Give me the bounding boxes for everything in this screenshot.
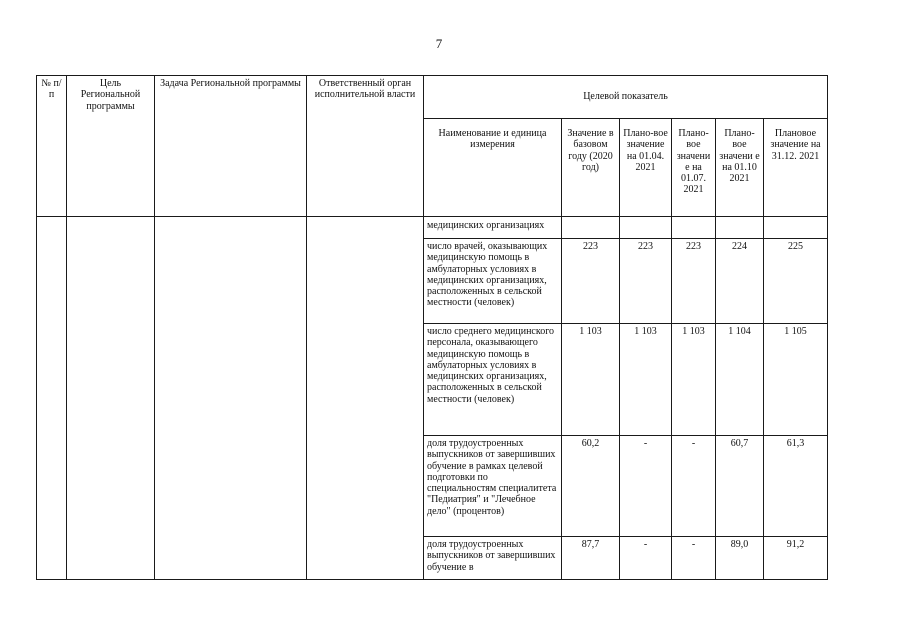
target-indicators-table	[36, 75, 828, 580]
header-task: Задача Региональной программы	[155, 76, 307, 217]
header-plan-q4: Плановое значение на 31.12. 2021	[764, 119, 828, 217]
header-plan-q1: Плано-вое значение на 01.04. 2021	[620, 119, 672, 217]
cell-plan-q1: -	[620, 537, 672, 580]
cell-plan-q4: 91,2	[764, 537, 828, 580]
cell-responsible-org	[307, 217, 424, 580]
cell-plan-q4: 1 105	[764, 324, 828, 436]
cell-indicator-name: доля трудоустроенных выпускников от завершивших обучение в рамках целевой подготовки по специальностям специалитета "Педиатрия" и "Лечебное дело" (процентов)	[424, 436, 562, 537]
cell-plan-q2: -	[672, 537, 716, 580]
cell-indicator-name: число врачей, оказывающих медицинскую помощь в амбулаторных условиях в медицинских организациях, расположенных в сельской местности (человек)	[424, 239, 562, 324]
header-row-main	[37, 76, 828, 119]
table-row	[37, 217, 828, 239]
cell-plan-q1: -	[620, 436, 672, 537]
header-target-indicator: Целевой показатель	[424, 76, 828, 119]
cell-base-value: 1 103	[562, 324, 620, 436]
cell-plan-q1: 223	[620, 239, 672, 324]
cell-plan-q4	[764, 217, 828, 239]
cell-plan-q1: 1 103	[620, 324, 672, 436]
header-num: № п/п	[37, 76, 67, 217]
header-responsible-org: Ответственный орган исполнительной власти	[307, 76, 424, 217]
header-base-value: Значение в базовом году (2020 год)	[562, 119, 620, 217]
cell-base-value: 60,2	[562, 436, 620, 537]
header-goal: Цель Региональной программы	[67, 76, 155, 217]
cell-base-value: 223	[562, 239, 620, 324]
header-plan-q3: Плано-вое значени е на 01.10 2021	[716, 119, 764, 217]
cell-base-value	[562, 217, 620, 239]
cell-plan-q1	[620, 217, 672, 239]
cell-plan-q4: 225	[764, 239, 828, 324]
cell-indicator-name: число среднего медицинского персонала, оказывающего медицинскую помощь в амбулаторных условиях в медицинских организациях, расположенных в сельской местности (человек)	[424, 324, 562, 436]
cell-indicator-name: медицинских организациях	[424, 217, 562, 239]
cell-plan-q3	[716, 217, 764, 239]
cell-plan-q3: 224	[716, 239, 764, 324]
cell-plan-q4: 61,3	[764, 436, 828, 537]
cell-base-value: 87,7	[562, 537, 620, 580]
cell-indicator-name: доля трудоустроенных выпускников от завершивших обучение в	[424, 537, 562, 580]
cell-plan-q3: 89,0	[716, 537, 764, 580]
page-number: 7	[435, 36, 443, 51]
cell-num	[37, 217, 67, 580]
cell-plan-q2: -	[672, 436, 716, 537]
header-indicator-name: Наименование и единица измерения	[424, 119, 562, 217]
cell-task	[155, 217, 307, 580]
cell-plan-q3: 60,7	[716, 436, 764, 537]
cell-goal	[67, 217, 155, 580]
cell-plan-q2: 223	[672, 239, 716, 324]
header-plan-q2: Плано-вое значени е на 01.07. 2021	[672, 119, 716, 217]
cell-plan-q2	[672, 217, 716, 239]
cell-plan-q3: 1 104	[716, 324, 764, 436]
cell-plan-q2: 1 103	[672, 324, 716, 436]
